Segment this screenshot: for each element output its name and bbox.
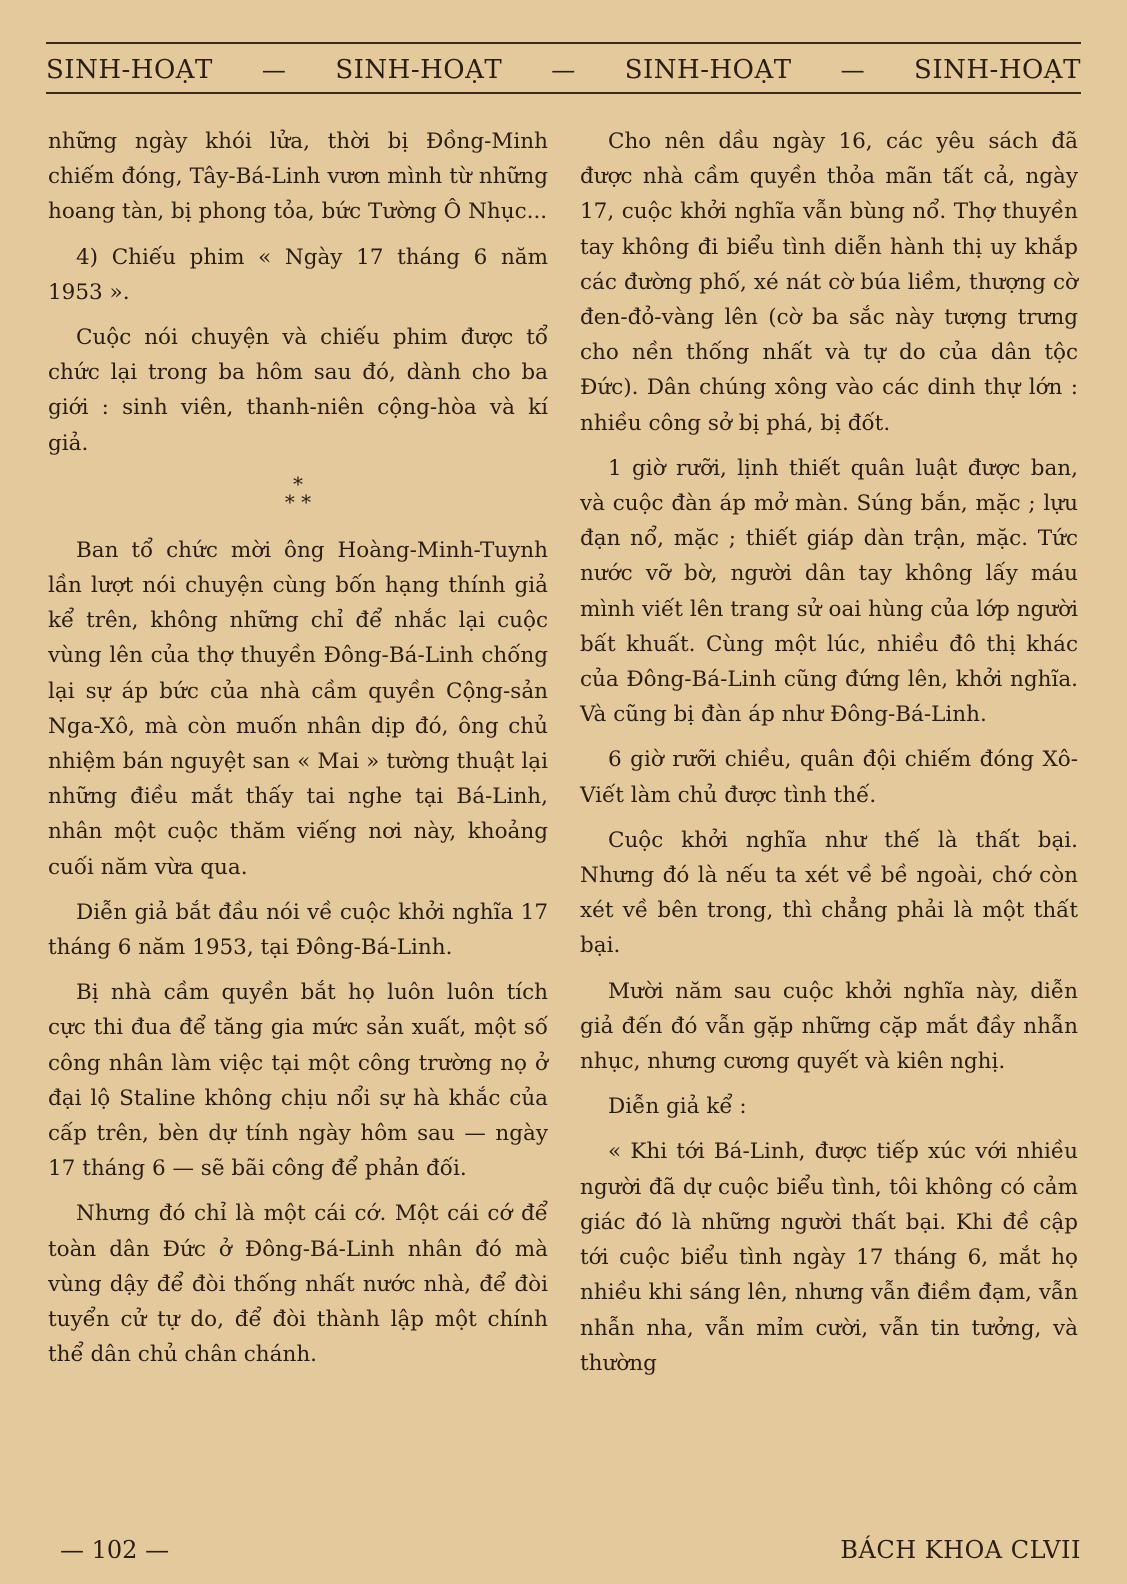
paragraph: Cuộc nói chuyện và chiếu phim được tổ chức lại trong ba hôm sau đó, dành cho ba giới : sinh viên, thanh-niên cộng-hòa và kí giả. [48,325,548,456]
left-column [48,124,548,1383]
paragraph: 1 giờ rưỡi, lịnh thiết quân luật được ban, và cuộc đàn áp mở màn. Súng bắn, mặc ; lựu đạn nổ, mặc ; thiết giáp dàn trận, mặc. Tức nước vỡ bờ, người dân tay không lấy máu mình viết lên trang sử oai hùng của lớp người bất khuất. Cùng một lúc, nhiều đô thị khác của Đông-Bá-Linh cũng đứng lên, khởi nghĩa. Và cũng bị đàn áp như Đông-Bá-Linh. [580,455,1078,728]
running-head-separator: — [551,56,576,84]
running-head-item: SINH-HOẠT [46,55,213,85]
page-number: — 102 — [60,1536,170,1564]
header-rule [46,92,1081,94]
running-head-item: SINH-HOẠT [335,55,503,85]
paragraph: Ban tổ chức mời ông Hoàng-Minh-Tuynh lần lượt nói chuyện cùng bốn hạng thính giả kể trên, không những chỉ để nhắc lại cuộc vùng lên của thợ thuyền Đông-Bá-Linh chống lại sự áp bức của nhà cầm quyền Cộng-sản Nga-Xô, mà còn muốn nhân dịp đó, ông chủ nhiệm bán nguyệt san « Mai » tường thuật lại những điều mắt thấy tai nghe tại Bá-Linh, nhân một cuộc thăm viếng nơi này, khoảng cuối năm vừa qua. [48,537,548,880]
top-rule [46,42,1081,44]
paragraph: những ngày khói lửa, thời bị Đồng-Minh chiếm đóng, Tây-Bá-Linh vươn mình từ những hoang tàn, bị phong tỏa, bức Tường Ô Nhục... [48,129,548,225]
paragraph: Cho nên dầu ngày 16, các yêu sách đã được nhà cầm quyền thỏa mãn tất cả, ngày 17, cuộc khởi nghĩa vẫn bùng nổ. Thợ thuyền tay không đi biểu tình diễn hành thị uy khắp các đường phố, xé nát cờ búa liềm, thượng cờ đen-đỏ-vàng lên (cờ ba sắc này tượng trưng cho nền thống nhất và tự do của dân tộc Đức). Dân chúng xông vào các dinh thự lớn : nhiều công sở bị phá, bị đốt. [580,129,1078,436]
running-head-separator: — [261,56,287,84]
section-ornament [48,471,548,514]
paragraph: Cuộc khởi nghĩa như thế là thất bại. Nhưng đó là nếu ta xét về bề ngoài, chớ còn xét về bên trong, thì chẳng phải là một thất bại. [580,827,1078,959]
journal-title: BÁCH KHOA CLVII [840,1536,1081,1564]
paragraph: Diễn giả kể : [608,1094,747,1120]
paragraph: « Khi tới Bá-Linh, được tiếp xúc với nhiều người đã dự cuộc biểu tình, tôi không có cảm giác đó là những người thất bại. Khi đề cập tới cuộc biểu tình ngày 17 tháng 6, mắt họ nhiều khi sáng lên, nhưng vẫn điềm đạm, vẫn nhẫn nha, vẫn mỉm cười, vẫn tin tưởng, và thường [580,1139,1078,1376]
running-head-item: SINH-HOẠT [914,55,1081,85]
ornament-bottom: * * [284,489,312,514]
running-head-separator: — [840,56,866,84]
paragraph: Nhưng đó chỉ là một cái cớ. Một cái cớ để toàn dân Đức ở Đông-Bá-Linh nhân đó mà vùng dậy để đòi thống nhất nước nhà, để đòi tuyển cử tự do, để đòi thành lập một chính thể dân chủ chân chánh. [48,1201,548,1368]
paragraph: Bị nhà cầm quyền bắt họ luôn luôn tích cực thi đua để tăng gia mức sản xuất, một số công nhân làm việc tại một công trường nọ ở đại lộ Staline không chịu nổi sự hà khắc của cấp trên, bèn dự tính ngày hôm sau — ngày 17 tháng 6 — sẽ bãi công để phản đối. [48,980,548,1182]
paragraph: Diễn giả bắt đầu nói về cuộc khởi nghĩa 17 tháng 6 năm 1953, tại Đông-Bá-Linh. [48,899,548,961]
ornament-top: * [293,471,303,496]
right-column [580,124,1078,1391]
paragraph: Mười năm sau cuộc khởi nghĩa này, diễn giả đến đó vẫn gặp những cặp mắt đầy nhẫn nhục, nhưng cương quyết và kiên nghị. [580,978,1078,1075]
running-head-item: SINH-HOẠT [624,55,792,85]
paragraph: 6 giờ rưỡi chiều, quân đội chiếm đóng Xô-Viết làm chủ được tình thế. [580,747,1078,808]
running-header [46,52,1081,88]
paragraph: 4) Chiếu phim « Ngày 17 tháng 6 năm 1953 ». [48,244,548,305]
